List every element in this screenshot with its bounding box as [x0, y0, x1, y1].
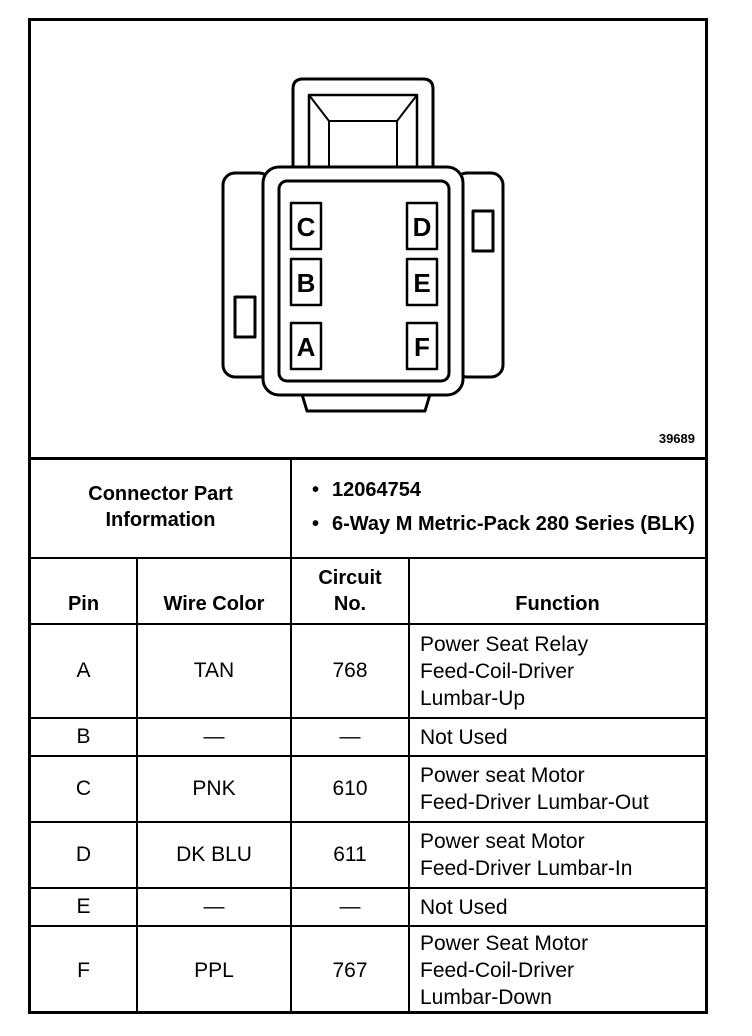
table-row — [31, 718, 705, 756]
circuit-cell: 768 — [291, 624, 409, 718]
header-row — [31, 558, 705, 624]
function-header: Function — [409, 558, 705, 624]
pin-cell: A — [31, 624, 137, 718]
wire-color-cell: PNK — [137, 756, 291, 822]
connector-info-list — [291, 457, 705, 558]
part-number: • 12064754 — [332, 476, 695, 504]
wire-color-cell: DK BLU — [137, 822, 291, 888]
table-row — [31, 756, 705, 822]
function-cell: Not Used — [409, 888, 705, 926]
connector-drawing — [31, 21, 705, 457]
connector-info-row — [31, 457, 705, 558]
pin-cell: F — [31, 926, 137, 1014]
circuit-cell: 611 — [291, 822, 409, 888]
lock-tab-inner — [309, 95, 417, 171]
wire-color-header: Wire Color — [137, 558, 291, 624]
wire-color-cell: TAN — [137, 624, 291, 718]
function-cell: Power seat Motor Feed-Driver Lumbar-In — [409, 822, 705, 888]
wire-color-cell: — — [137, 888, 291, 926]
table-row — [31, 888, 705, 926]
pin-label: A — [296, 332, 316, 362]
circuit-cell: 767 — [291, 926, 409, 1014]
pin-label: D — [412, 212, 432, 242]
connector-figure — [31, 21, 705, 460]
connector-table — [31, 457, 705, 1014]
figure-number: 39689 — [658, 431, 695, 446]
pin-label: F — [414, 332, 430, 362]
pin-cell: B — [31, 718, 137, 756]
table-row — [31, 926, 705, 1014]
table-row — [31, 822, 705, 888]
pin-label: E — [413, 268, 431, 298]
connector-info-label: Connector Part Information — [31, 457, 291, 558]
circuit-cell: — — [291, 718, 409, 756]
function-cell: Power seat Motor Feed-Driver Lumbar-Out — [409, 756, 705, 822]
circuit-cell: 610 — [291, 756, 409, 822]
wire-color-cell: PPL — [137, 926, 291, 1014]
right-latch — [473, 211, 493, 251]
function-cell: Not Used — [409, 718, 705, 756]
pin-label: C — [296, 212, 316, 242]
circuit-header: Circuit No. — [291, 558, 409, 624]
pin-cell: C — [31, 756, 137, 822]
pin-label: B — [296, 268, 316, 298]
pin-cell: D — [31, 822, 137, 888]
wire-color-cell: — — [137, 718, 291, 756]
pin-cell: E — [31, 888, 137, 926]
left-latch — [235, 297, 255, 337]
circuit-cell: — — [291, 888, 409, 926]
function-cell: Power Seat Relay Feed-Coil-Driver Lumbar-Up — [409, 624, 705, 718]
connector-type: • 6-Way M Metric-Pack 280 Series (BLK) — [332, 510, 695, 538]
function-cell: Power Seat Motor Feed-Coil-Driver Lumbar-Down — [409, 926, 705, 1014]
diagram-frame — [28, 18, 708, 1014]
table-row — [31, 624, 705, 718]
pin-header: Pin — [31, 558, 137, 624]
